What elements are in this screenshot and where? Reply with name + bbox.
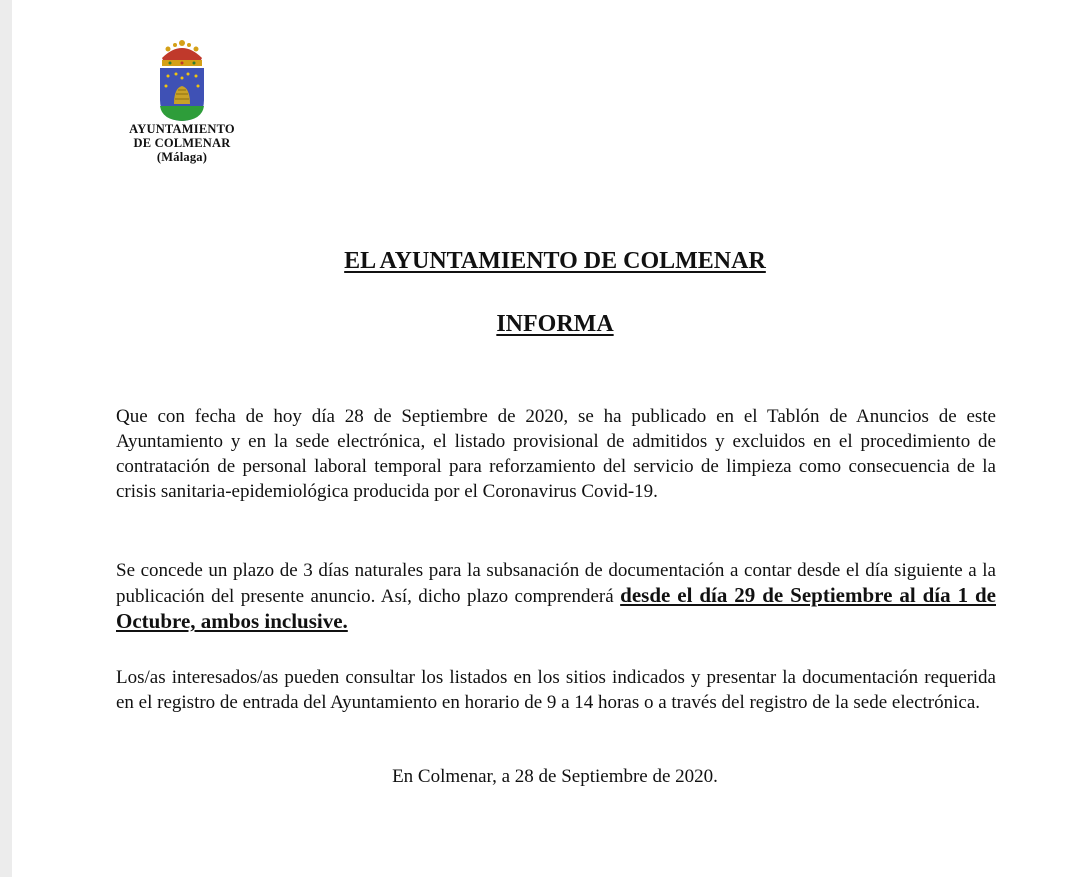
document-title: EL AYUNTAMIENTO DE COLMENAR	[344, 248, 766, 274]
deadline-highlight: desde el día 29 de Septiembre al día 1 de Octubre, ambos inclusive.	[116, 583, 996, 633]
logo-line-2: DE COLMENAR	[133, 136, 231, 150]
closing-date-line: En Colmenar, a 28 de Septiembre de 2020.	[392, 766, 718, 787]
logo-line-1: AYUNTAMIENTO	[129, 122, 235, 136]
paragraph-deadline	[116, 558, 996, 635]
document-subtitle: INFORMA	[496, 311, 614, 337]
logo-line-3: (Málaga)	[156, 150, 208, 164]
coat-of-arms-icon	[152, 36, 212, 122]
paragraph-instructions: Los/as interesados/as pueden consultar los listados en los sitios indicados y presentar la documentación requerida en el registro de entrada del Ayuntamiento en horario de 9 a 14 horas o a través del registro de la sede electrónica.	[116, 667, 996, 713]
document-page	[12, 0, 1072, 877]
paragraph-publication: Que con fecha de hoy día 28 de Septiembre de 2020, se ha publicado en el Tablón de Anuncios de este Ayuntamiento y en la sede electrónica, el listado provisional de admitidos y excluidos en el procedimiento de contratación de personal laboral temporal para reforzamiento del servicio de limpieza como consecuencia de la crisis sanitaria-epidemiológica producida por el Coronavirus Covid-19.	[116, 406, 996, 502]
logo-caption	[112, 122, 252, 164]
deadline-text: Se concede un plazo de 3 días naturales para la subsanación de documentación a contar desde el día siguiente a la publicación del presente anuncio. Así, dicho plazo comprenderá	[116, 560, 996, 607]
municipal-logo	[112, 36, 252, 164]
